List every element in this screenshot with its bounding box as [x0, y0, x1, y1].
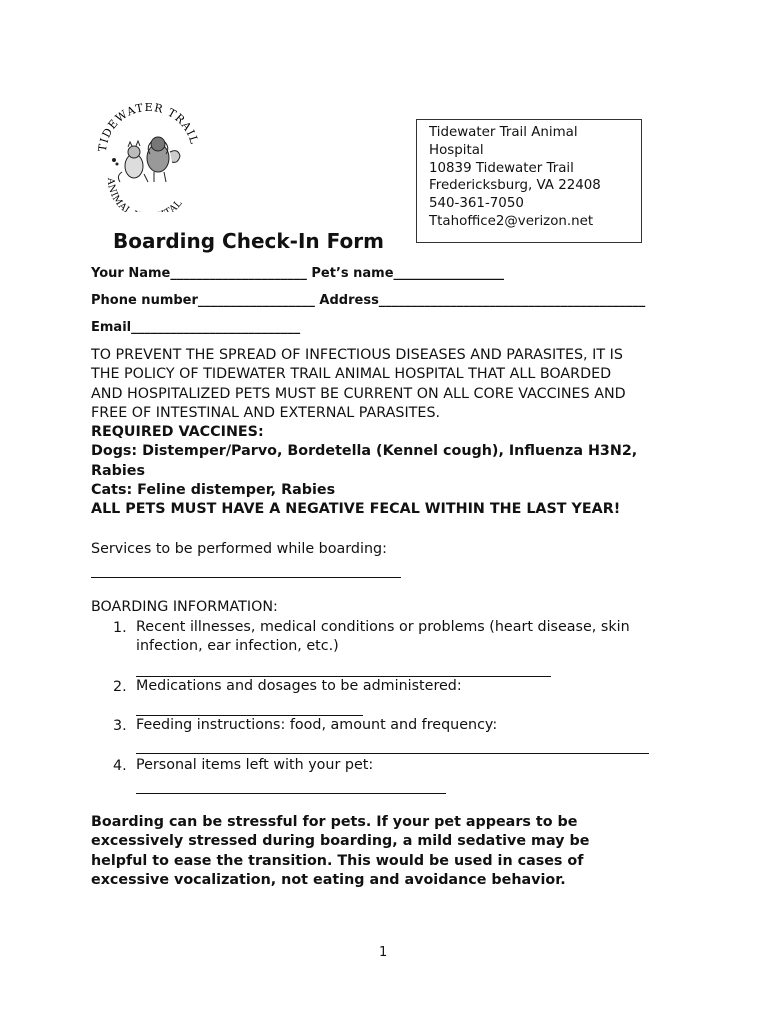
phone-address-field-row[interactable]: Phone number__________________ Address_________________________________________ [91, 293, 646, 308]
logo-top-text: TIDEWATER TRAIL [95, 100, 201, 153]
address-line-name-1: Tidewater Trail Animal [429, 125, 578, 140]
cat-vaccines-line: Cats: Feline distemper, Rabies [91, 482, 336, 499]
address-line-email: Ttahoffice2@verizon.net [429, 213, 594, 229]
address-line-street: 10839 Tidewater Trail [429, 160, 574, 176]
svg-text:ANIMAL HOSPITAL [105, 176, 185, 212]
policy-line: FREE OF INTESTINAL AND EXTERNAL PARASITES. [91, 404, 441, 421]
note-line: excessive vocalization, not eating and avoidance behavior. [91, 871, 566, 888]
address-line-phone: 540-361-7050 [429, 196, 524, 212]
logo-bottom-text: ANIMAL AL [104, 177, 185, 212]
dog-vaccines-line: Dogs: Distemper/Parvo, Bordetella (Kennel cough), Influenza H3N2, [91, 443, 638, 460]
address-box [416, 119, 642, 243]
services-label: Services to be performed while boarding: [91, 541, 387, 557]
list-number: 4. [113, 758, 127, 774]
boarding-info-heading: BOARDING INFORMATION: [91, 599, 278, 615]
policy-line: TO PREVENT THE SPREAD OF INFECTIOUS DISEASES AND PARASITES, IT IS [91, 347, 623, 363]
sedative-note [91, 813, 589, 890]
note-line: helpful to ease the transition. This would be used in cases of [91, 852, 584, 869]
list-item-medications: Medications and dosages to be administered: [136, 678, 462, 694]
list-number: 3. [113, 718, 127, 734]
dog-vaccines-line-2: Rabies [91, 462, 145, 479]
address-line-city: Fredericksburg, VA 22408 [429, 178, 601, 194]
policy-paragraph [91, 346, 637, 520]
list-item-illnesses [136, 618, 630, 657]
list-number: 2. [113, 679, 127, 695]
required-vaccines-heading: REQUIRED VACCINES: [91, 424, 264, 441]
policy-line: AND HOSPITALIZED PETS MUST BE CURRENT ON ALL CORE VACCINES AND [91, 385, 626, 402]
page-title: Boarding Check-In Form [113, 229, 384, 253]
animals-illustration-icon [113, 137, 181, 182]
feeding-blank-line[interactable] [136, 753, 649, 754]
hospital-logo [92, 100, 202, 212]
svg-text:TIDEWATER TRAIL [96, 101, 201, 153]
page-number: 1 [379, 945, 388, 960]
list-item-feeding: Feeding instructions: food, amount and frequency: [136, 717, 498, 733]
email-field-row[interactable]: Email__________________________ [91, 320, 301, 335]
fecal-requirement-line: ALL PETS MUST HAVE A NEGATIVE FECAL WITHIN THE LAST YEAR! [91, 501, 621, 518]
logo-graphic [92, 100, 202, 212]
personal-items-blank-line[interactable] [136, 793, 446, 794]
name-pet-field-row[interactable]: Your Name_____________________ Pet’s name_________________ [91, 266, 505, 281]
list-number: 1. [113, 620, 127, 636]
list-item-text: Recent illnesses, medical conditions or problems (heart disease, skin [136, 619, 630, 635]
address-line-name-2: Hospital [429, 142, 484, 158]
list-item-text: infection, ear infection, etc.) [136, 638, 339, 655]
policy-line: THE POLICY OF TIDEWATER TRAIL ANIMAL HOSPITAL THAT ALL BOARDED [91, 366, 612, 383]
note-line: excessively stressed during boarding, a mild sedative may be [91, 833, 590, 850]
list-item-personal-items: Personal items left with your pet: [136, 757, 374, 773]
services-blank-line[interactable] [91, 577, 401, 578]
note-line: Boarding can be stressful for pets. If your pet appears to be [91, 814, 578, 830]
